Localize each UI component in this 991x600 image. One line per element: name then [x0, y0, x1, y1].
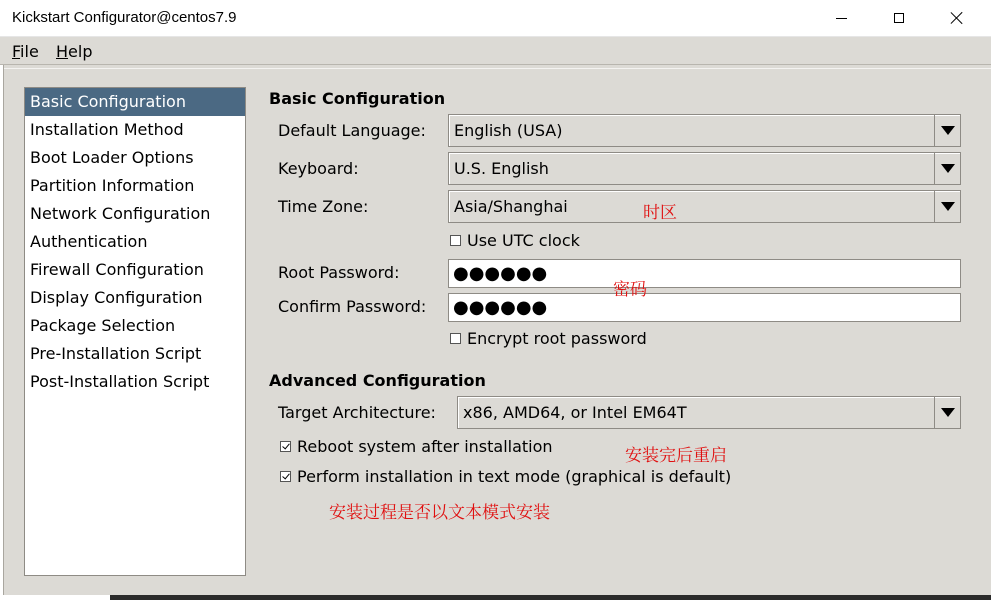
chevron-down-icon — [941, 408, 955, 417]
confirm-password-label: Confirm Password: — [278, 297, 427, 316]
sidebar-item[interactable]: Boot Loader Options — [30, 148, 194, 167]
annotation-password: 密码 — [613, 280, 647, 300]
chevron-down-icon — [941, 202, 955, 211]
use-utc-label: Use UTC clock — [467, 231, 580, 250]
maximize-icon — [894, 13, 904, 23]
reboot-after-install-label: Reboot system after installation — [297, 437, 553, 456]
window-title: Kickstart Configurator@centos7.9 — [12, 9, 237, 26]
menu-file[interactable]: File — [12, 42, 39, 61]
annotation-timezone: 时区 — [643, 203, 677, 223]
default-language-dropdown-button[interactable] — [934, 115, 960, 146]
sidebar-item[interactable]: Network Configuration — [30, 204, 211, 223]
annotation-reboot: 安装完后重启 — [625, 446, 727, 466]
root-password-field[interactable] — [448, 259, 961, 288]
main-panel — [3, 65, 991, 595]
close-icon — [950, 11, 964, 25]
sidebar-item[interactable]: Pre-Installation Script — [30, 344, 202, 363]
section-list — [24, 87, 246, 576]
keyboard-label: Keyboard: — [278, 159, 359, 178]
default-language-label: Default Language: — [278, 121, 426, 140]
time-zone-combo[interactable] — [448, 190, 961, 223]
confirm-password-value: ●●●●●● — [453, 297, 548, 318]
checkbox-icon — [450, 235, 461, 246]
checkbox-icon — [280, 441, 291, 452]
encrypt-root-password-label: Encrypt root password — [467, 329, 647, 348]
background-dark-strip — [110, 595, 991, 600]
default-language-value: English (USA) — [454, 121, 563, 140]
advanced-config-title: Advanced Configuration — [269, 371, 486, 390]
root-password-value: ●●●●●● — [453, 263, 548, 284]
time-zone-dropdown-button[interactable] — [934, 191, 960, 222]
sidebar-item[interactable]: Firewall Configuration — [30, 260, 204, 279]
keyboard-dropdown-button[interactable] — [934, 153, 960, 184]
sidebar-item[interactable]: Display Configuration — [30, 288, 203, 307]
sidebar-item[interactable]: Post-Installation Script — [30, 372, 210, 391]
reboot-after-install-checkbox[interactable] — [280, 437, 553, 456]
time-zone-label: Time Zone: — [278, 197, 369, 216]
encrypt-root-password-checkbox[interactable] — [450, 329, 647, 348]
text-mode-install-checkbox[interactable] — [280, 467, 731, 486]
checkbox-icon — [280, 471, 291, 482]
close-button[interactable] — [928, 0, 986, 36]
root-password-label: Root Password: — [278, 263, 400, 282]
target-architecture-value: x86, AMD64, or Intel EM64T — [463, 403, 687, 422]
target-architecture-dropdown-button[interactable] — [934, 397, 960, 428]
confirm-password-field[interactable] — [448, 293, 961, 322]
minimize-button[interactable] — [812, 0, 870, 36]
checkbox-icon — [450, 333, 461, 344]
sidebar-item[interactable]: Partition Information — [30, 176, 195, 195]
chevron-down-icon — [941, 126, 955, 135]
target-architecture-label: Target Architecture: — [278, 403, 436, 422]
menu-help[interactable]: Help — [56, 42, 93, 61]
background-strip — [0, 595, 991, 600]
time-zone-value: Asia/Shanghai — [454, 197, 568, 216]
text-mode-install-label: Perform installation in text mode (graphical is default) — [297, 467, 732, 486]
panel-highlight — [4, 68, 991, 69]
basic-config-title: Basic Configuration — [269, 89, 446, 108]
maximize-button[interactable] — [870, 0, 928, 36]
annotation-text-mode: 安装过程是否以文本模式安装 — [329, 503, 550, 523]
use-utc-checkbox[interactable] — [450, 231, 580, 250]
menu-bar — [0, 37, 991, 65]
default-language-combo[interactable] — [448, 114, 961, 147]
minimize-icon — [836, 18, 847, 19]
chevron-down-icon — [941, 164, 955, 173]
sidebar-item[interactable]: Basic Configuration — [25, 88, 245, 116]
target-architecture-combo[interactable] — [457, 396, 961, 429]
sidebar-item[interactable]: Package Selection — [30, 316, 176, 335]
title-bar — [0, 0, 991, 37]
keyboard-combo[interactable] — [448, 152, 961, 185]
keyboard-value: U.S. English — [454, 159, 549, 178]
sidebar-item[interactable]: Authentication — [30, 232, 148, 251]
sidebar-item[interactable]: Installation Method — [30, 120, 184, 139]
